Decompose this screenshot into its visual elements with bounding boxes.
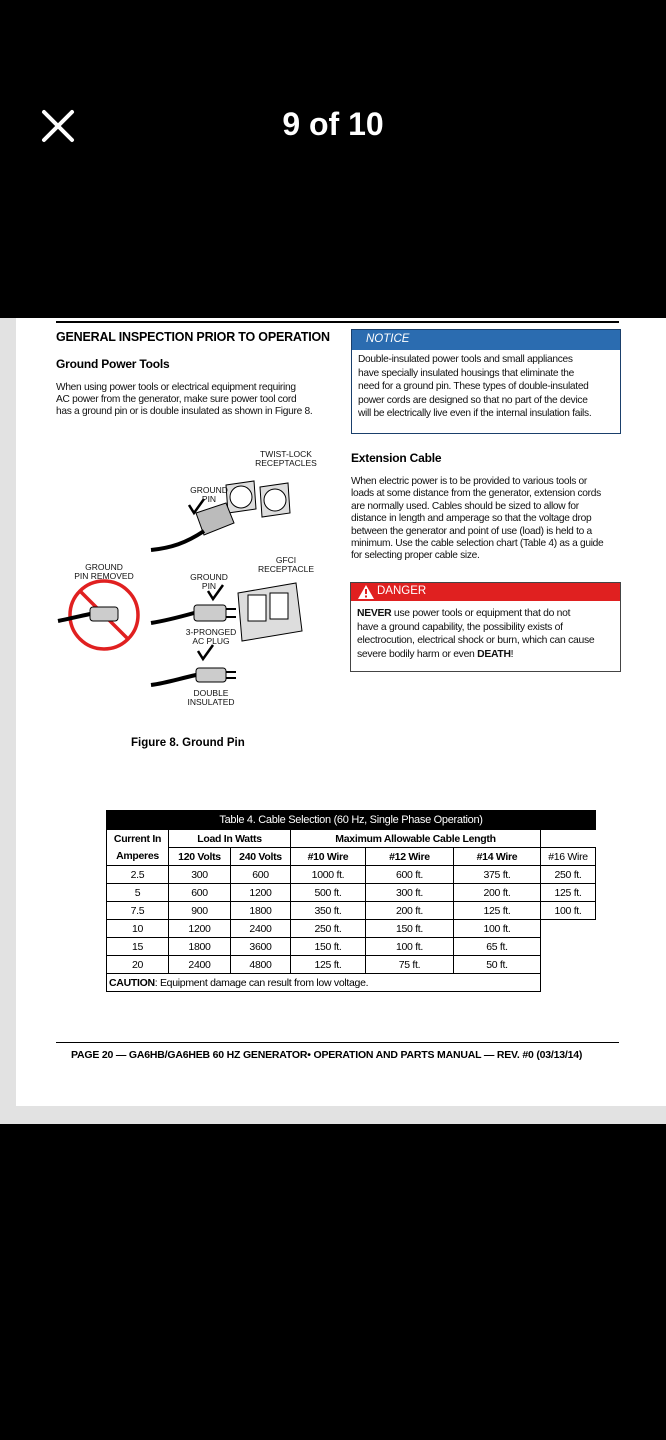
notice-box — [351, 329, 621, 434]
table-cell: 250 ft. — [541, 866, 596, 884]
prohibited-plug-graphic — [58, 581, 138, 649]
text-line: have specially insulated housings that eliminate the — [358, 367, 575, 379]
header-cell: 120 Volts — [169, 848, 231, 866]
empty-cell — [541, 938, 596, 956]
text-line: between the generator and point of use (load) is held to a — [351, 525, 592, 537]
label-line: TWIST-LOCK — [260, 449, 312, 459]
text-line: distance in length and amperage so that the voltage drop — [351, 513, 592, 525]
label-line: 3-PRONGED — [185, 627, 237, 637]
table-row — [107, 920, 596, 938]
text-line — [357, 648, 619, 662]
table-cell: 500 ft. — [291, 884, 366, 902]
label-line: RECEPTACLES — [255, 458, 317, 468]
table-cell: 200 ft. — [366, 902, 454, 920]
empty-cell — [541, 974, 596, 992]
table-cell: 125 ft. — [291, 956, 366, 974]
text-line — [357, 607, 619, 621]
caution-text: : Equipment damage can result from low voltage. — [154, 976, 369, 989]
twist-lock-label — [246, 450, 326, 468]
twist-lock-plug-graphic — [151, 499, 234, 550]
header-cell: #10 Wire — [291, 848, 366, 866]
text-line: power cords are designed so that no part of the device — [358, 394, 588, 406]
table-cell: 65 ft. — [454, 938, 541, 956]
text-line: have a ground capability, the possibility exists of — [357, 621, 563, 633]
manual-page — [16, 318, 666, 1106]
text-line: electrocution, electrical shock or burn, which can cause — [357, 635, 595, 646]
table-row — [107, 902, 596, 920]
table-cell: 300 — [169, 866, 231, 884]
danger-box — [350, 582, 621, 672]
footer-rule — [56, 1042, 619, 1043]
death-emphasis: DEATH — [477, 648, 511, 660]
table-cell: 1800 — [231, 902, 291, 920]
header-cell: 240 Volts — [231, 848, 291, 866]
danger-header — [351, 583, 620, 601]
table-title-row — [107, 811, 596, 830]
header-cell: Amperes — [107, 848, 169, 866]
table-cell: 375 ft. — [454, 866, 541, 884]
table-cell: 4800 — [231, 956, 291, 974]
ground-pin-removed-label — [64, 563, 144, 581]
table-cell: 150 ft. — [366, 920, 454, 938]
extension-cable-title: Extension Cable — [351, 451, 442, 465]
table-cell: 100 ft. — [366, 938, 454, 956]
text-line: has a ground pin or is double insulated as shown in Figure 8. — [56, 406, 313, 417]
header-cell: Maximum Allowable Cable Length — [291, 830, 541, 848]
table-cell: 2.5 — [107, 866, 169, 884]
table-cell: 200 ft. — [454, 884, 541, 902]
image-counter: 9 of 10 — [282, 106, 384, 142]
notice-text — [358, 353, 618, 421]
label-line: PIN — [201, 581, 217, 591]
table-cell: 125 ft. — [541, 884, 596, 902]
header-cell: #12 Wire — [366, 848, 454, 866]
text-line: When electric power is to be provided to various tools or — [351, 476, 588, 487]
label-line: DOUBLE — [193, 688, 229, 698]
table-title: Table 4. Cable Selection (60 Hz, Single Phase Operation) — [107, 811, 596, 830]
three-pronged-plug-label — [176, 628, 246, 646]
table-cell: 900 — [169, 902, 231, 920]
table-row — [107, 866, 596, 884]
section-title: GENERAL INSPECTION PRIOR TO OPERATION — [56, 330, 330, 344]
table-row — [107, 938, 596, 956]
table-cell: 150 ft. — [291, 938, 366, 956]
figure-caption: Figure 8. Ground Pin — [131, 737, 245, 749]
double-insulated-label — [176, 689, 246, 707]
table-cell: 10 — [107, 920, 169, 938]
label-line: PIN — [201, 494, 217, 504]
label-line: RECEPTACLE — [257, 564, 315, 574]
notice-header — [352, 330, 620, 350]
table-cell: 600 — [231, 866, 291, 884]
table-cell: 20 — [107, 956, 169, 974]
text-span: severe bodily harm or even — [357, 648, 478, 660]
figure-8-illustration — [56, 443, 346, 733]
text-line: will be electrically live even if the internal insulation fails. — [358, 408, 592, 419]
table-cell: 100 ft. — [454, 920, 541, 938]
caution-label: CAUTION — [109, 976, 155, 989]
table-header-row — [107, 830, 596, 848]
text-span: use power tools or equipment that do not — [391, 608, 571, 619]
text-line: Double-insulated power tools and small appliances — [358, 354, 573, 365]
label-line: INSULATED — [187, 697, 235, 707]
table-cell: 15 — [107, 938, 169, 956]
table-cell: 2400 — [169, 956, 231, 974]
table-cell: 250 ft. — [291, 920, 366, 938]
warning-triangle-icon — [358, 585, 374, 599]
table-cell: 600 ft. — [366, 866, 454, 884]
table-cell: 1200 — [231, 884, 291, 902]
top-rule — [56, 321, 619, 323]
empty-cell — [541, 956, 596, 974]
ground-tools-text — [56, 382, 346, 418]
gfci-label — [246, 556, 326, 574]
gfci-receptacle-graphic — [238, 583, 302, 641]
twist-lock-receptacle-graphic — [226, 481, 290, 517]
table-cell: 1000 ft. — [291, 866, 366, 884]
empty-cell — [541, 920, 596, 938]
table-cell: 5 — [107, 884, 169, 902]
header-cell: Current In — [107, 830, 169, 848]
ground-tools-title: Ground Power Tools — [56, 357, 170, 371]
text-line: minimum. Use the cable selection chart (Table 4) as a guide — [351, 538, 604, 550]
notice-label: NOTICE — [366, 333, 410, 345]
table-cell: 350 ft. — [291, 902, 366, 920]
table-cell: 100 ft. — [541, 902, 596, 920]
page-footer: PAGE 20 — GA6HB/GA6HEB 60 HZ GENERATOR• OPERATION AND PARTS MANUAL — REV. #0 (03/13/14) — [71, 1049, 583, 1061]
text-span: ! — [510, 648, 514, 660]
table-subheader-row — [107, 848, 596, 866]
caution-row — [107, 974, 596, 992]
header-cell: #16 Wire — [541, 848, 596, 866]
table-cell: 1200 — [169, 920, 231, 938]
header-cell: #14 Wire — [454, 848, 541, 866]
text-line: need for a ground pin. These types of double-insulated — [358, 381, 589, 392]
caution-cell — [107, 974, 541, 992]
viewer-top-bar — [0, 0, 666, 318]
danger-text — [357, 607, 619, 661]
table-cell: 125 ft. — [454, 902, 541, 920]
viewer-bottom-area — [0, 1124, 666, 1440]
table-cell: 600 — [169, 884, 231, 902]
label-line: GFCI — [275, 555, 297, 565]
table-cell: 50 ft. — [454, 956, 541, 974]
table-cell: 3600 — [231, 938, 291, 956]
text-line: loads at some distance from the generator, extension cords — [351, 488, 601, 500]
cable-selection-table — [106, 810, 596, 992]
text-line: When using power tools or electrical equipment requiring — [56, 382, 296, 393]
image-viewer[interactable] — [0, 318, 666, 1124]
danger-lead-word: NEVER — [357, 608, 392, 619]
label-line: GROUND — [85, 562, 123, 572]
table-cell: 75 ft. — [366, 956, 454, 974]
table-row — [107, 884, 596, 902]
table-cell: 300 ft. — [366, 884, 454, 902]
text-line: are normally used. Cables should be sized to allow for — [351, 500, 579, 512]
text-line: for selecting proper cable size. — [351, 550, 480, 562]
table-cell: 2400 — [231, 920, 291, 938]
extension-cable-text — [351, 476, 621, 563]
ground-pin-label-top — [184, 486, 234, 504]
ground-pin-label-mid — [184, 573, 234, 591]
danger-label: DANGER — [377, 585, 427, 597]
label-line: PIN REMOVED — [74, 571, 134, 581]
table-cell: 7.5 — [107, 902, 169, 920]
table-row — [107, 956, 596, 974]
header-cell: Load In Watts — [169, 830, 291, 848]
label-line: GROUND — [190, 572, 228, 582]
label-line: AC PLUG — [192, 636, 230, 646]
table-cell: 1800 — [169, 938, 231, 956]
text-line: AC power from the generator, make sure power tool cord — [56, 394, 297, 405]
double-insulated-plug-graphic — [151, 645, 236, 685]
label-line: GROUND — [190, 485, 228, 495]
empty-cell — [541, 830, 596, 848]
